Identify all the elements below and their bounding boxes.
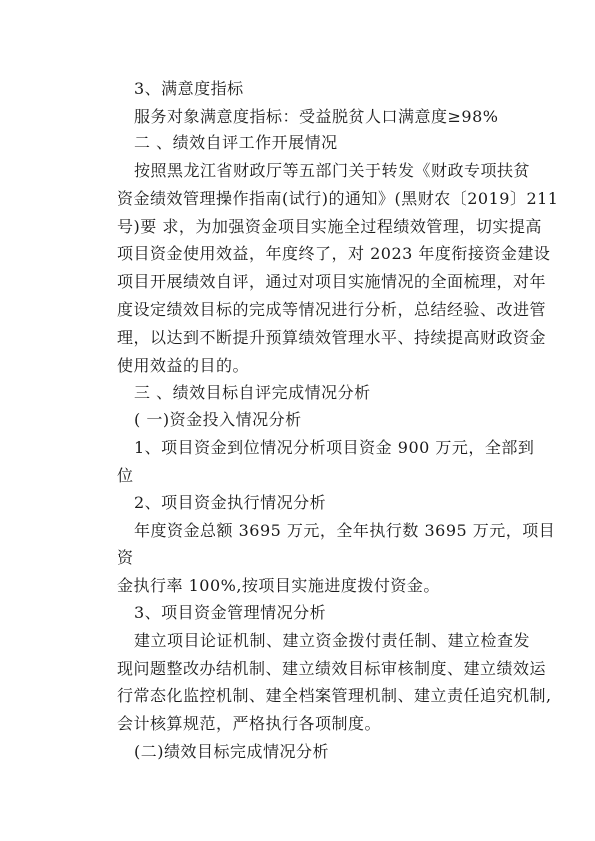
subsection-heading-1: ( 一)资金投入情况分析 — [134, 410, 302, 429]
paragraph-line: 现问题整改办结机制、建立绩效目标审核制度、建立绩效运 — [117, 659, 547, 678]
paragraph-line: 资金绩效管理操作指南(试行)的通知》(黑财农〔2019〕211 — [117, 189, 559, 208]
paragraph-line: 会计核算规范，严格执行各项制度。 — [117, 714, 382, 733]
section-heading-3: 三 、绩效目标自评完成情况分析 — [134, 383, 371, 402]
paragraph-line: 行常态化监控机制、建全档案管理机制、建立责任追究机制, — [117, 686, 552, 705]
paragraph-line: 位 — [117, 466, 134, 485]
paragraph-line: 建立项目论证机制、建立资金拨付责任制、建立检查发 — [134, 631, 531, 650]
paragraph-line: 资 — [117, 548, 134, 567]
paragraph-line: 度设定绩效目标的完成等情况进行分析，总结经验、改进管 — [117, 300, 547, 319]
item-heading: 2、项目资金执行情况分析 — [134, 493, 327, 512]
paragraph-line: 理，以达到不断提升预算绩效管理水平、持续提高财政资金 — [117, 328, 547, 347]
paragraph-line: 号)要 求，为加强资金项目实施全过程绩效管理，切实提高 — [117, 217, 542, 236]
paragraph-line: 1、项目资金到位情况分析项目资金 900 万元，全部到 — [134, 438, 535, 457]
subsection-heading-2: (二)绩效目标完成情况分析 — [134, 742, 329, 761]
paragraph-line: 使用效益的目的。 — [117, 356, 250, 375]
section-heading-2: 二 、绩效自评工作开展情况 — [134, 133, 338, 152]
paragraph-satisfaction-detail: 服务对象满意度指标：受益脱贫人口满意度≥98% — [134, 107, 499, 126]
paragraph-line: 金执行率 100%,按项目实施进度拨付资金。 — [117, 576, 440, 595]
paragraph-line: 年度资金总额 3695 万元，全年执行数 3695 万元，项目 — [134, 521, 556, 540]
item-heading: 3、项目资金管理情况分析 — [134, 603, 327, 622]
paragraph-line: 项目开展绩效自评，通过对项目实施情况的全面梳理，对年 — [117, 272, 547, 291]
paragraph-line: 按照黑龙江省财政厅等五部门关于转发《财政专项扶贫 — [134, 161, 531, 180]
heading-satisfaction-indicator: 3、满意度指标 — [134, 79, 244, 98]
paragraph-line: 项目资金使用效益，年度终了，对 2023 年度衔接资金建设 — [117, 244, 551, 263]
